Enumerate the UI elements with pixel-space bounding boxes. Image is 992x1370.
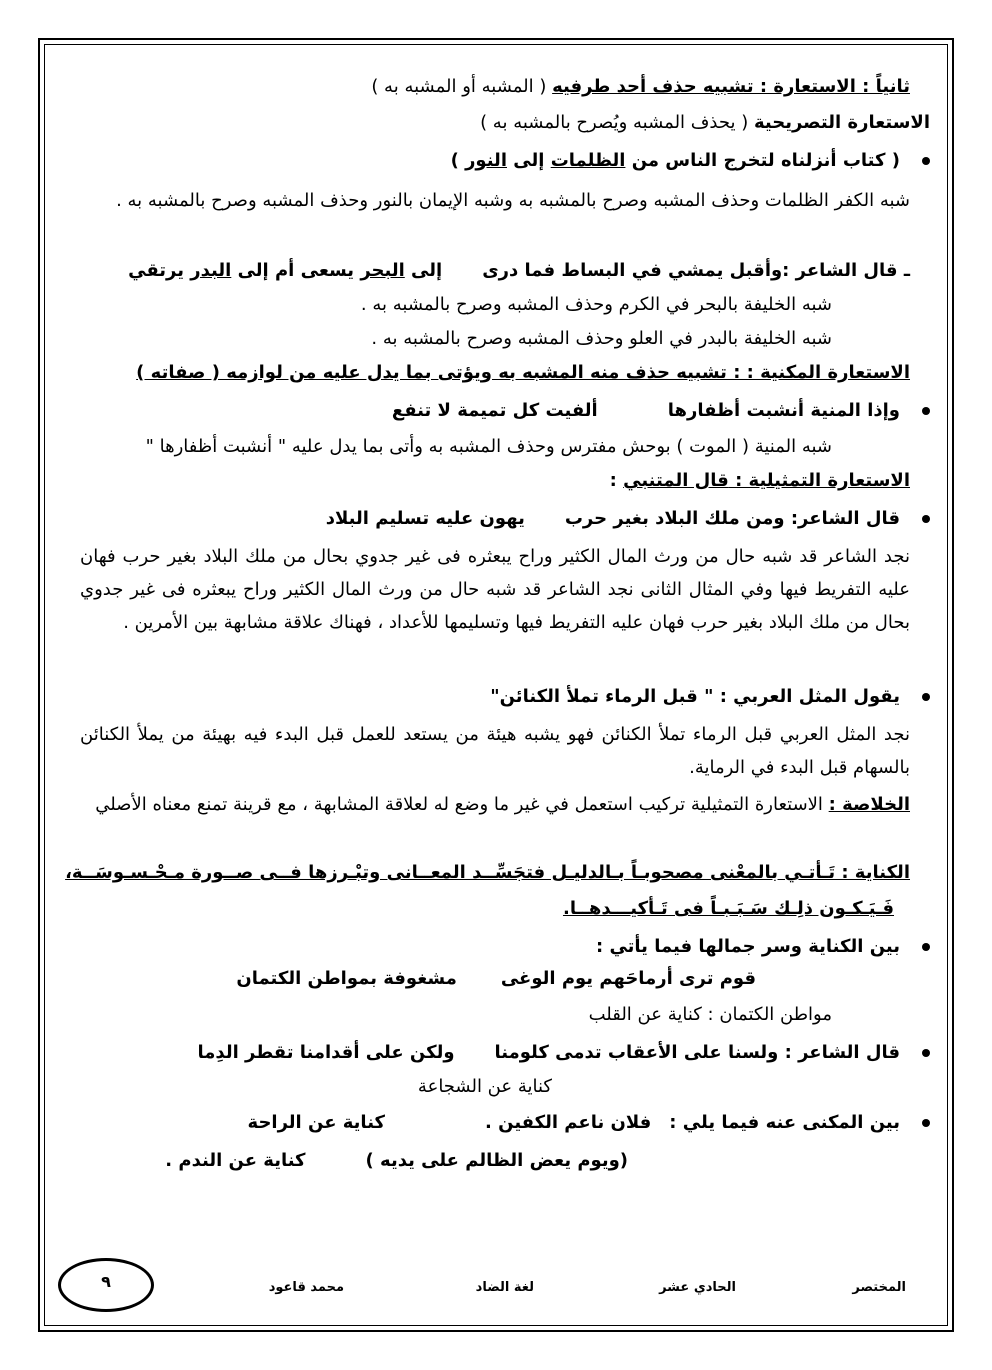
tamthiliya-verse-first: قال الشاعر: ومن ملك البلاد بغير حرب xyxy=(564,508,900,529)
kinaya-task xyxy=(596,934,930,960)
verse-1-second-b: يسعى أم إلى xyxy=(231,260,361,281)
explanation-bahr: شبه الخليفة بالبحر في الكرم وحذف المشبه وصرح بالمشبه به . xyxy=(360,294,832,315)
makniya-verse-first: وإذا المنية أنشبت أظفارها xyxy=(667,400,900,421)
regret-verse: (ويوم يعض الظالم على يديه ) xyxy=(365,1150,628,1171)
footer-author: محمد قاعود xyxy=(268,1280,344,1295)
footer-title: المختصر xyxy=(852,1280,906,1295)
courage-verse xyxy=(198,1040,930,1066)
poet-verse-1 xyxy=(128,258,910,284)
word-badr: البدر xyxy=(190,260,232,281)
heading-istiara-title: ثانياً : الاستعارة : تشبيه حذف أحد طرفيه xyxy=(552,76,910,97)
bullet-icon xyxy=(922,693,930,701)
tamthiliya-verse xyxy=(326,506,930,532)
explanation-badr: شبه الخليفة بالبدر في العلو وحذف المشبه وصرح بالمشبه به . xyxy=(371,328,832,349)
tamthiliya-title: الاستعارة التمثيلية : xyxy=(728,470,910,491)
word-noor: النور xyxy=(465,150,507,171)
summary-text: الاستعارة التمثيلية تركيب استعمل في غير ما وضع له لعلاقة المشابهة ، مع قرينة تمنع معناه الأصلي xyxy=(95,794,829,815)
mutanabbi-label: قال المتنبي xyxy=(623,470,729,491)
kinaya-explanation-heart: مواطن الكتمان : كناية عن القلب xyxy=(588,1004,832,1025)
proverb xyxy=(490,684,930,710)
footer-subject: لغة الضاد xyxy=(475,1280,534,1295)
kinaya-courage: كناية عن الشجاعة xyxy=(417,1076,552,1097)
courage-verse-first: قال الشاعر : ولسنا على الأعقاب تدمى كلومنا xyxy=(494,1042,900,1063)
bullet-icon xyxy=(922,515,930,523)
tasrihiya-title: الاستعارة التصريحية xyxy=(753,112,930,133)
bullet-icon xyxy=(922,157,930,165)
example-quran xyxy=(451,148,930,174)
kinaya-task-text: بين الكناية وسر جمالها فيما يأتي : xyxy=(595,936,900,957)
tamthiliya-heading xyxy=(610,468,910,494)
kinaya-verse xyxy=(236,966,756,992)
kinaya-verse-second: مشغوفة بمواطن الكتمان xyxy=(236,968,457,989)
closing-paren: ) xyxy=(450,150,466,171)
word-bahr: البحر xyxy=(360,260,405,281)
kinaya-definition-1: الكناية : تَـأتـي بالمعْنى مصحوبـاً بـالدليـل فتجَسِّــد المعــانى وتبْـرزها فــى صــورة مـحْـسـوسَــة، xyxy=(65,862,910,883)
page-number: ٩ xyxy=(101,1272,111,1291)
explanation-tamthiliya: نجد الشاعر قد شبه حال من ورث المال الكثير وراح يبعثره فى غير جدوي بحال من ملك البلاد بغير حرب فهان عليه التفريط فيها وفي المثال الثانى نجد الشاعر قد شبه حال من ورث المال الكثير وراح يبعثره فى غير جدوي بحال من ملك البلاد بغير حرب فهان عليه التفريط فيها وتسليمها للأعداد ، فهناك علاقة مشابهة بين الأمرين . xyxy=(80,546,910,633)
kinaya-verse-first: قوم ترى أرماحَهم يوم الوغى xyxy=(500,968,756,989)
heading-istiara-note: ( المشبه أو المشبه به ) xyxy=(371,76,553,97)
example-quran-text: ( كتاب أنزلناه لتخرج الناس من xyxy=(625,150,900,171)
bullet-icon xyxy=(922,943,930,951)
kinaya-definition-2: فَـيَـكـون ذلِـك سَـبَـبـاً فى تَـأكيـــدهــا. xyxy=(562,898,894,919)
verse-1-second-a: إلى xyxy=(404,260,443,281)
footer-grade: الحادي عشر xyxy=(659,1280,736,1295)
colon: : xyxy=(609,470,624,491)
summary xyxy=(80,788,910,821)
explanation-maniya: شبه المنية ( الموت ) بوحش مفترس وحذف المشبه به وأتى بما يدل عليه " أنشبت أظفارها " xyxy=(145,436,832,457)
explanation-quran: شبه الكفر الظلمات وحذف المشبه وصرح بالمشبه به وشبه الإيمان بالنور وحذف المشبه وصرح بالمشبه به . xyxy=(116,190,910,211)
verse-1-second-c: يرتقي xyxy=(128,260,191,281)
makna-anhu-label: بين المكنى عنه فيما يلي : xyxy=(669,1112,900,1133)
makniya-verse xyxy=(392,398,930,424)
explanation-proverb: نجد المثل العربي قبل الرماء تملأ الكنائن فهو يشبه هيئة من يستعد للعمل قبل البدء فيه بهيئة من يملأ الكنائن بالسهام قبل البدء في الرماية. xyxy=(80,724,910,778)
makniya-verse-second: ألفيت كل تميمة لا تنفع xyxy=(391,400,598,421)
makniya-heading: الاستعارة المكنية : : تشبيه حذف منه المشبه به ويؤتى بما يدل عليه من لوازمه ( صفاته ) xyxy=(136,362,910,383)
kinaya-regret: كناية عن الندم . xyxy=(165,1150,306,1171)
bullet-icon xyxy=(922,407,930,415)
makna-anhu-task xyxy=(248,1110,930,1136)
bullet-icon xyxy=(922,1119,930,1127)
summary-label: الخلاصة : xyxy=(828,794,910,815)
tamthiliya-verse-second: يهون عليه تسليم البلاد xyxy=(325,508,525,529)
verse-1-first-half: ـ قال الشاعر :وأقبل يمشي في البساط فما درى xyxy=(482,260,910,281)
tasrihiya-note: ( يحذف المشبه ويُصرح بالمشبه به ) xyxy=(480,112,754,133)
word-ila: إلى xyxy=(507,150,551,171)
proverb-text: يقول المثل العربي : " قبل الرماء تملأ الكنائن" xyxy=(490,686,900,707)
example-soft-hands: فلان ناعم الكفين . xyxy=(485,1112,652,1133)
regret-example xyxy=(165,1148,628,1174)
word-zulumat: الظلمات xyxy=(550,150,626,171)
courage-verse-second: ولكن على أقدامنا تقطر الدِما xyxy=(197,1042,455,1063)
tasrihiya-heading xyxy=(480,110,930,136)
bullet-icon xyxy=(922,1049,930,1057)
heading-istiara xyxy=(371,74,910,100)
kinaya-rest: كناية عن الراحة xyxy=(247,1112,386,1133)
